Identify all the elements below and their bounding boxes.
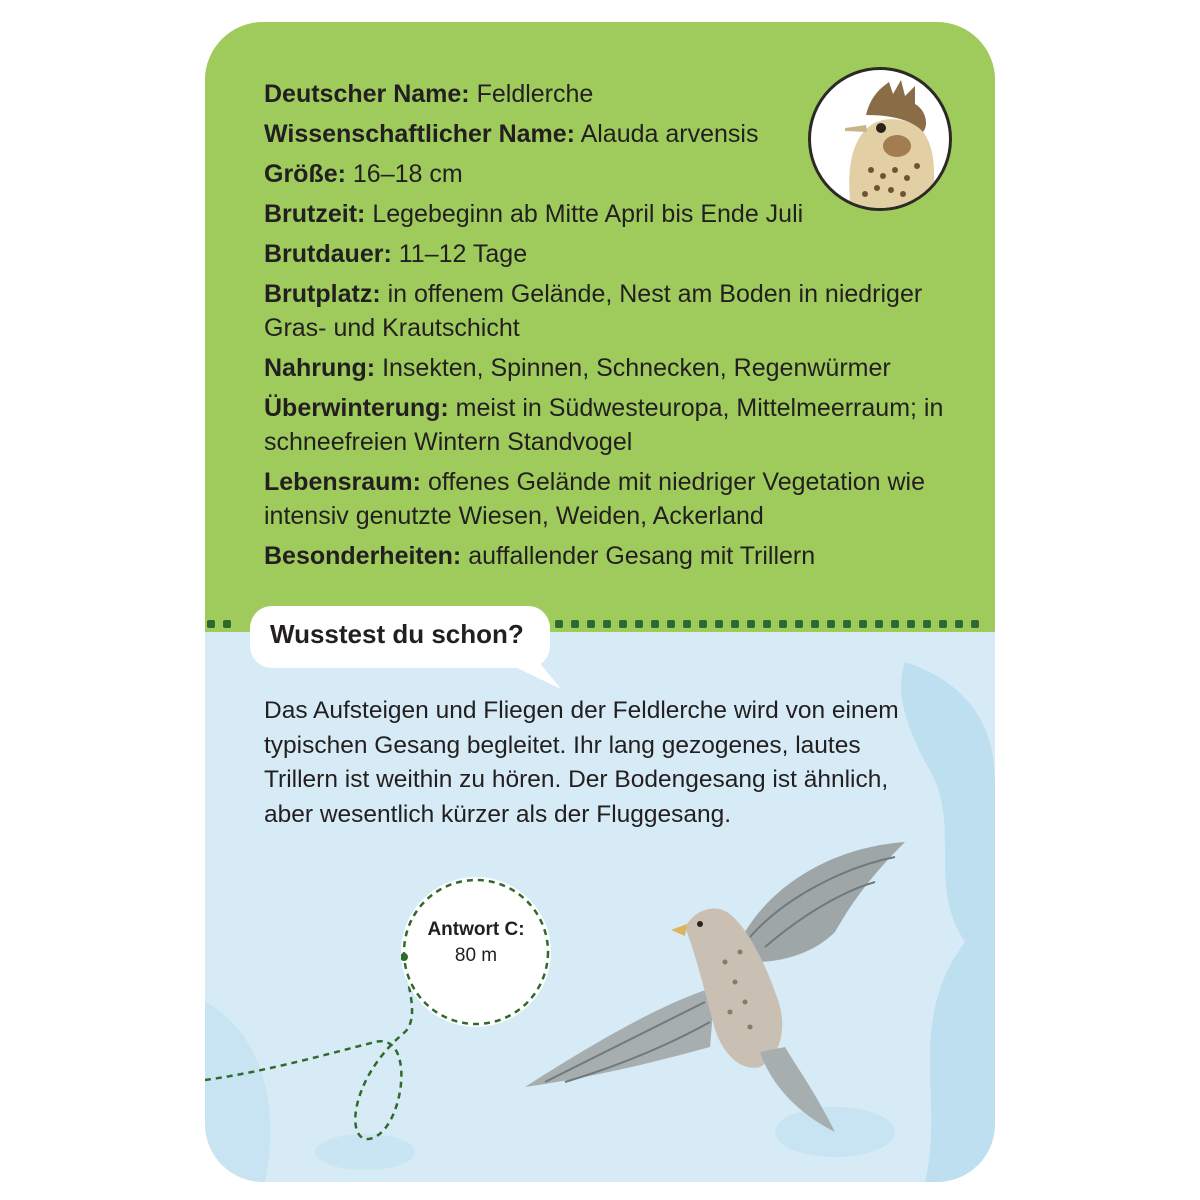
fact-size: Größe: 16–18 cm [264, 160, 463, 188]
fact-special: Besonderheiten: auffallender Gesang mit Trillern [264, 542, 816, 570]
fact-breeding-time: Brutzeit: Legebeginn ab Mitte April bis Ende Juli [264, 200, 804, 228]
did-you-know-heading: Wusstest du schon? [270, 619, 524, 649]
flying-skylark-icon [205, 22, 995, 1182]
species-card [205, 22, 995, 1182]
answer-value: 80 m [454, 945, 498, 966]
fact-german-name: Deutscher Name: Feldlerche [264, 80, 594, 108]
fact-scientific-name: Wissenschaftlicher Name: Alauda arvensis [264, 120, 759, 148]
did-you-know-text: Das Aufsteigen und Fliegen der Feldlerche wird von einem typischen Gesang begleitet. Ihr lang gezogenes, lautes Trillern ist weithin zu hören. Der Bodengesang ist ähnlich, aber wesentlich kürzer als der Fluggesang. [264, 697, 899, 828]
fact-nest-site: Brutplatz: in offenem Gelände, Nest am Boden in niedriger Gras- und Krautschicht [264, 280, 923, 342]
fact-wintering: Überwinterung: meist in Südwesteuropa, Mittelmeerraum; in schneefreien Wintern Standvogel [264, 394, 944, 456]
answer-title: Antwort C: [427, 919, 525, 940]
fact-incubation: Brutdauer: 11–12 Tage [264, 240, 528, 268]
fact-food: Nahrung: Insekten, Spinnen, Schnecken, Regenwürmer [264, 354, 891, 382]
fact-habitat: Lebensraum: offenes Gelände mit niedriger Vegetation wie intensiv genutzte Wiesen, Weiden, Ackerland [264, 468, 926, 530]
